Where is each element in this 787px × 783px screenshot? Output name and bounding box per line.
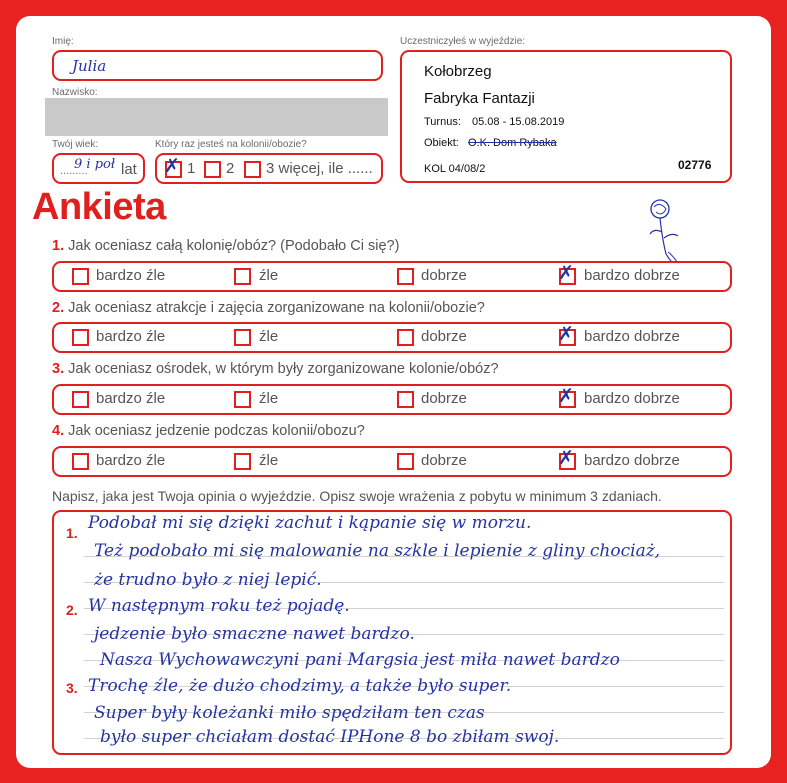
option-label: źle <box>259 328 279 345</box>
age-dots: ......... <box>60 165 88 177</box>
camp-number: 02776 <box>678 158 712 172</box>
age-label: Twój wiek: <box>52 139 99 150</box>
question-text: Jak oceniasz jedzenie podczas kolonii/obozu? <box>68 423 365 439</box>
surname-label: Nazwisko: <box>52 87 98 98</box>
option-label: źle <box>259 390 279 407</box>
answer-row-1 <box>52 261 732 292</box>
option-label: bardzo dobrze <box>584 390 680 407</box>
question-text: Jak oceniasz atrakcje i zajęcia zorganizowane na kolonii/obozie? <box>68 300 485 316</box>
turnus-label: Turnus: <box>424 116 461 128</box>
survey-title: Ankieta <box>32 186 166 228</box>
option-label: dobrze <box>421 390 467 407</box>
option-dobrze-checkbox[interactable] <box>397 391 414 408</box>
times-option-1: 1 <box>187 160 196 177</box>
check-mark-icon: ✗ <box>558 447 574 469</box>
name-value: Julia <box>72 57 107 75</box>
opinion-line-2: Też podobało mi się malowanie na szkle i lepienie z gliny chociaż, <box>94 541 661 561</box>
option-label: bardzo dobrze <box>584 452 680 469</box>
opinion-line-6: Nasza Wychowawczyni pani Margsia jest miła nawet bardzo <box>100 650 620 670</box>
opinion-line-8: Super były koleżanki miło spędziłam ten czas <box>94 703 485 723</box>
times-option-3: 3 więcej, ile ...... <box>266 160 373 177</box>
check-mark-icon: ✗ <box>558 323 574 345</box>
question-text: Jak oceniasz ośrodek, w którym były zorganizowane kolonie/obóz? <box>68 361 499 377</box>
question-2 <box>52 300 485 316</box>
option-label: bardzo źle <box>96 328 166 345</box>
opinion-line-4: W następnym roku też pojadę. <box>88 596 350 616</box>
question-number: 1. <box>52 238 65 254</box>
times-checkbox-3[interactable] <box>244 161 261 178</box>
camp-label: Uczestniczyłeś w wyjeździe: <box>400 36 526 47</box>
option-label: źle <box>259 267 279 284</box>
age-field[interactable] <box>52 153 145 184</box>
option-dobrze-checkbox[interactable] <box>397 329 414 346</box>
question-number: 2. <box>52 300 65 316</box>
times-label: Który raz jesteś na kolonii/obozie? <box>155 139 307 150</box>
opinion-line-7: Trochę źle, że dużo chodzimy, a także było super. <box>88 676 512 696</box>
age-value: 9 i poł <box>74 157 116 172</box>
name-field[interactable] <box>52 50 383 81</box>
question-3 <box>52 361 499 377</box>
check-mark-icon: ✗ <box>558 385 574 407</box>
times-option-2: 2 <box>226 160 235 177</box>
turnus-value: 05.08 - 15.08.2019 <box>472 116 565 128</box>
option-bardzo-dobrze-checkbox[interactable] <box>558 447 576 470</box>
option-dobrze-checkbox[interactable] <box>397 453 414 470</box>
option-label: dobrze <box>421 267 467 284</box>
opinion-number-2: 2. <box>66 602 78 618</box>
option-label: źle <box>259 452 279 469</box>
question-text: Jak oceniasz całą kolonię/obóz? (Podobało Ci się?) <box>68 238 400 254</box>
option-bardzo-dobrze-checkbox[interactable] <box>558 385 576 408</box>
option-label: bardzo dobrze <box>584 267 680 284</box>
option-label: bardzo źle <box>96 267 166 284</box>
option-bardzo-zle-checkbox[interactable] <box>72 268 89 285</box>
surname-redaction <box>45 98 388 136</box>
check-mark-icon: ✗ <box>164 155 180 177</box>
option-label: dobrze <box>421 328 467 345</box>
obiekt-label: Obiekt: <box>424 137 459 149</box>
obiekt-value: O.K. Dom Rybaka <box>468 137 557 149</box>
answer-row-2 <box>52 322 732 353</box>
camp-city: Kołobrzeg <box>424 63 492 80</box>
option-zle-checkbox[interactable] <box>234 329 251 346</box>
option-label: bardzo źle <box>96 390 166 407</box>
times-group <box>155 153 383 184</box>
question-number: 3. <box>52 361 65 377</box>
camp-info-box <box>400 50 732 183</box>
opinion-line-1: Podobał mi się dzięki zachut i kąpanie się w morzu. <box>88 513 532 533</box>
option-bardzo-zle-checkbox[interactable] <box>72 391 89 408</box>
opinion-line-3: że trudno było z niej lepić. <box>94 570 322 590</box>
opinion-number-1: 1. <box>66 525 78 541</box>
option-bardzo-dobrze-checkbox[interactable] <box>558 262 576 285</box>
times-checkbox-1[interactable] <box>164 155 182 178</box>
option-label: bardzo dobrze <box>584 328 680 345</box>
age-suffix: lat <box>121 161 137 178</box>
option-zle-checkbox[interactable] <box>234 391 251 408</box>
answer-row-3 <box>52 384 732 415</box>
check-mark-icon: ✗ <box>558 262 574 284</box>
opinion-line-9: było super chciałam dostać IPHone 8 bo zbiłam swoj. <box>100 727 560 747</box>
option-dobrze-checkbox[interactable] <box>397 268 414 285</box>
option-zle-checkbox[interactable] <box>234 268 251 285</box>
option-label: dobrze <box>421 452 467 469</box>
camp-name: Fabryka Fantazji <box>424 90 535 107</box>
opinion-number-3: 3. <box>66 680 78 696</box>
opinion-line-5: jedzenie było smaczne nawet bardzo. <box>94 624 415 644</box>
question-number: 4. <box>52 423 65 439</box>
option-label: bardzo źle <box>96 452 166 469</box>
option-bardzo-zle-checkbox[interactable] <box>72 329 89 346</box>
option-bardzo-dobrze-checkbox[interactable] <box>558 323 576 346</box>
opinion-prompt: Napisz, jaka jest Twoja opinia o wyjeździe. Opisz swoje wrażenia z pobytu w minimum 3 zdaniach. <box>52 488 662 504</box>
times-checkbox-2[interactable] <box>204 161 221 178</box>
name-label: Imię: <box>52 36 74 47</box>
option-zle-checkbox[interactable] <box>234 453 251 470</box>
question-4 <box>52 423 365 439</box>
answer-row-4 <box>52 446 732 477</box>
camp-code: KOL 04/08/2 <box>424 163 486 175</box>
question-1 <box>52 238 399 254</box>
option-bardzo-zle-checkbox[interactable] <box>72 453 89 470</box>
